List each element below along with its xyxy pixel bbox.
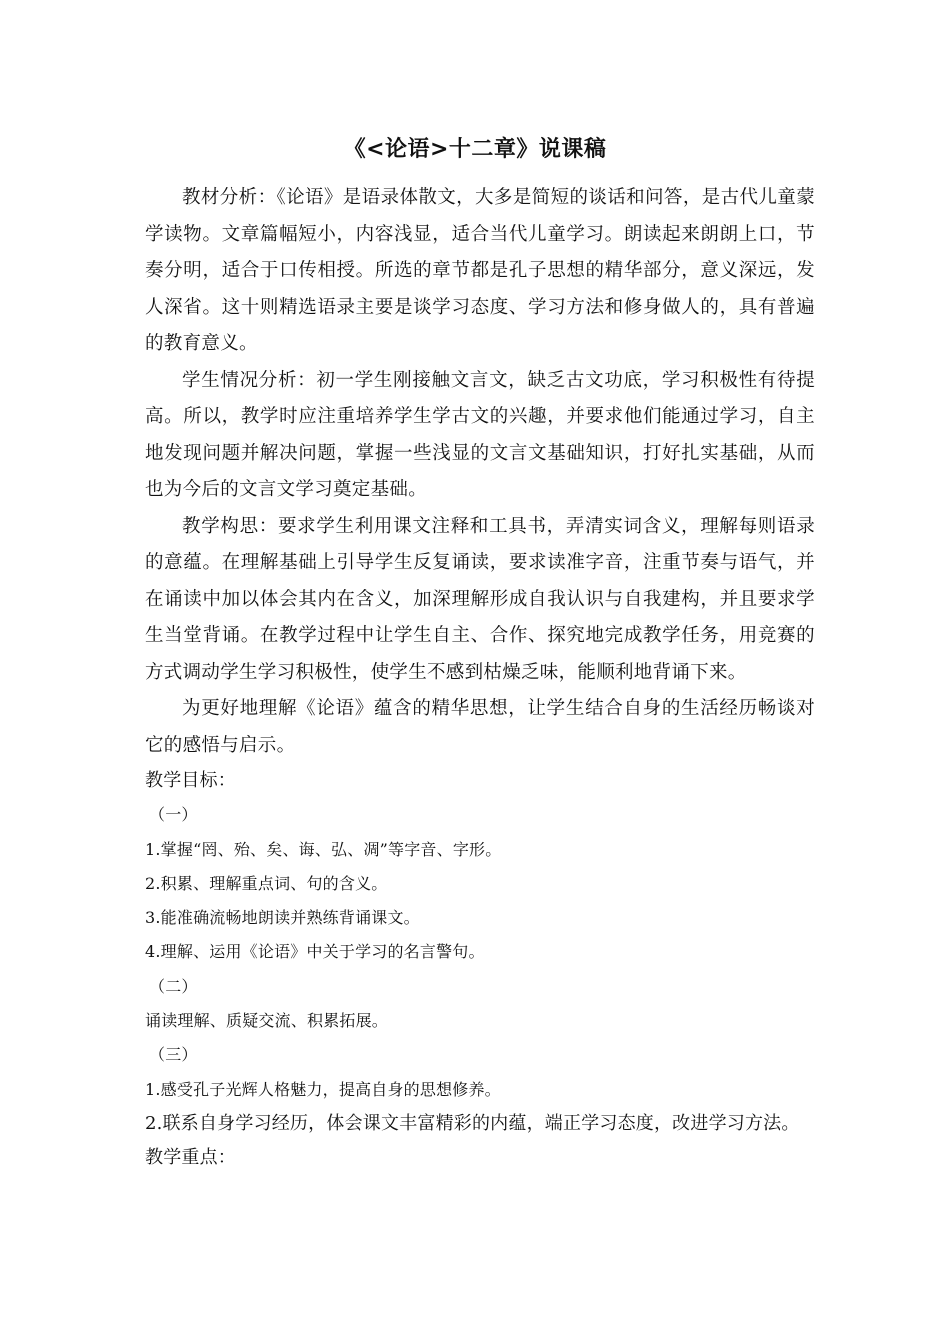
section-3-item: 2.联系自身学习经历，体会课文丰富精彩的内蕴，端正学习态度，改进学习方法。	[145, 1112, 800, 1134]
key-points-heading: 教学重点：	[145, 1147, 236, 1169]
paragraph-student-analysis: 学生情况分析：初一学生刚接触文言文，缺乏古文功底，学习积极性有待提高。所以，教学时应注重培养学生学古文的兴趣，并要求他们能通过学习，自主地发现问题并解决问题，掌握一些浅显的文言文基础知识，打好扎实基础，从而也为今后的文言文学习奠定基础。	[145, 369, 815, 500]
document-title: 《<论语>十二章》说课稿	[343, 137, 607, 162]
section-1-item: 4.理解、运用《论语》中关于学习的名言警句。	[145, 942, 485, 962]
section-2-text: 诵读理解、质疑交流、积累拓展。	[145, 1011, 389, 1031]
section-3-item: 1.感受孔子光辉人格魅力，提高自身的思想修养。	[145, 1079, 501, 1099]
section-1-item: 2.积累、理解重点词、句的含义。	[145, 873, 388, 893]
section-1-label: （一）	[149, 805, 198, 825]
section-1-item: 1.掌握“罔、殆、矣、诲、弘、凋”等字音、字形。	[145, 839, 502, 859]
section-1-item: 3.能准确流畅地朗读并熟练背诵课文。	[145, 908, 420, 928]
paragraph-material-analysis: 教材分析：《论语》是语录体散文，大多是简短的谈话和问答，是古代儿童蒙学读物。文章篇幅短小，内容浅显，适合当代儿童学习。朗读起来朗朗上口，节奏分明，适合于口传相授。所选的章节都是孔子思想的精华部分，意义深远，发人深省。这十则精选语录主要是谈学习态度、学习方法和修身做人的，具有普遍的教育意义。	[145, 187, 815, 354]
paragraph-teaching-design: 教学构思：要求学生利用课文注释和工具书，弄清实词含义，理解每则语录的意蕴。在理解基础上引导学生反复诵读，要求读准字音，注重节奏与语气，并在诵读中加以体会其内在含义，加深理解形成自我认识与自我建构，并且要求学生当堂背诵。在教学过程中让学生自主、合作、探究地完成教学任务，用竞赛的方式调动学生学习积极性，使学生不感到枯燥乏味，能顺利地背诵下来。	[145, 515, 815, 683]
section-3-label: （三）	[149, 1045, 198, 1065]
paragraph-understanding: 为更好地理解《论语》蕴含的精华思想，让学生结合自身的生活经历畅谈对它的感悟与启示。	[145, 698, 815, 756]
document-body	[145, 180, 815, 1176]
teaching-goals-heading: 教学目标：	[145, 770, 236, 791]
section-2-label: （二）	[149, 976, 198, 996]
